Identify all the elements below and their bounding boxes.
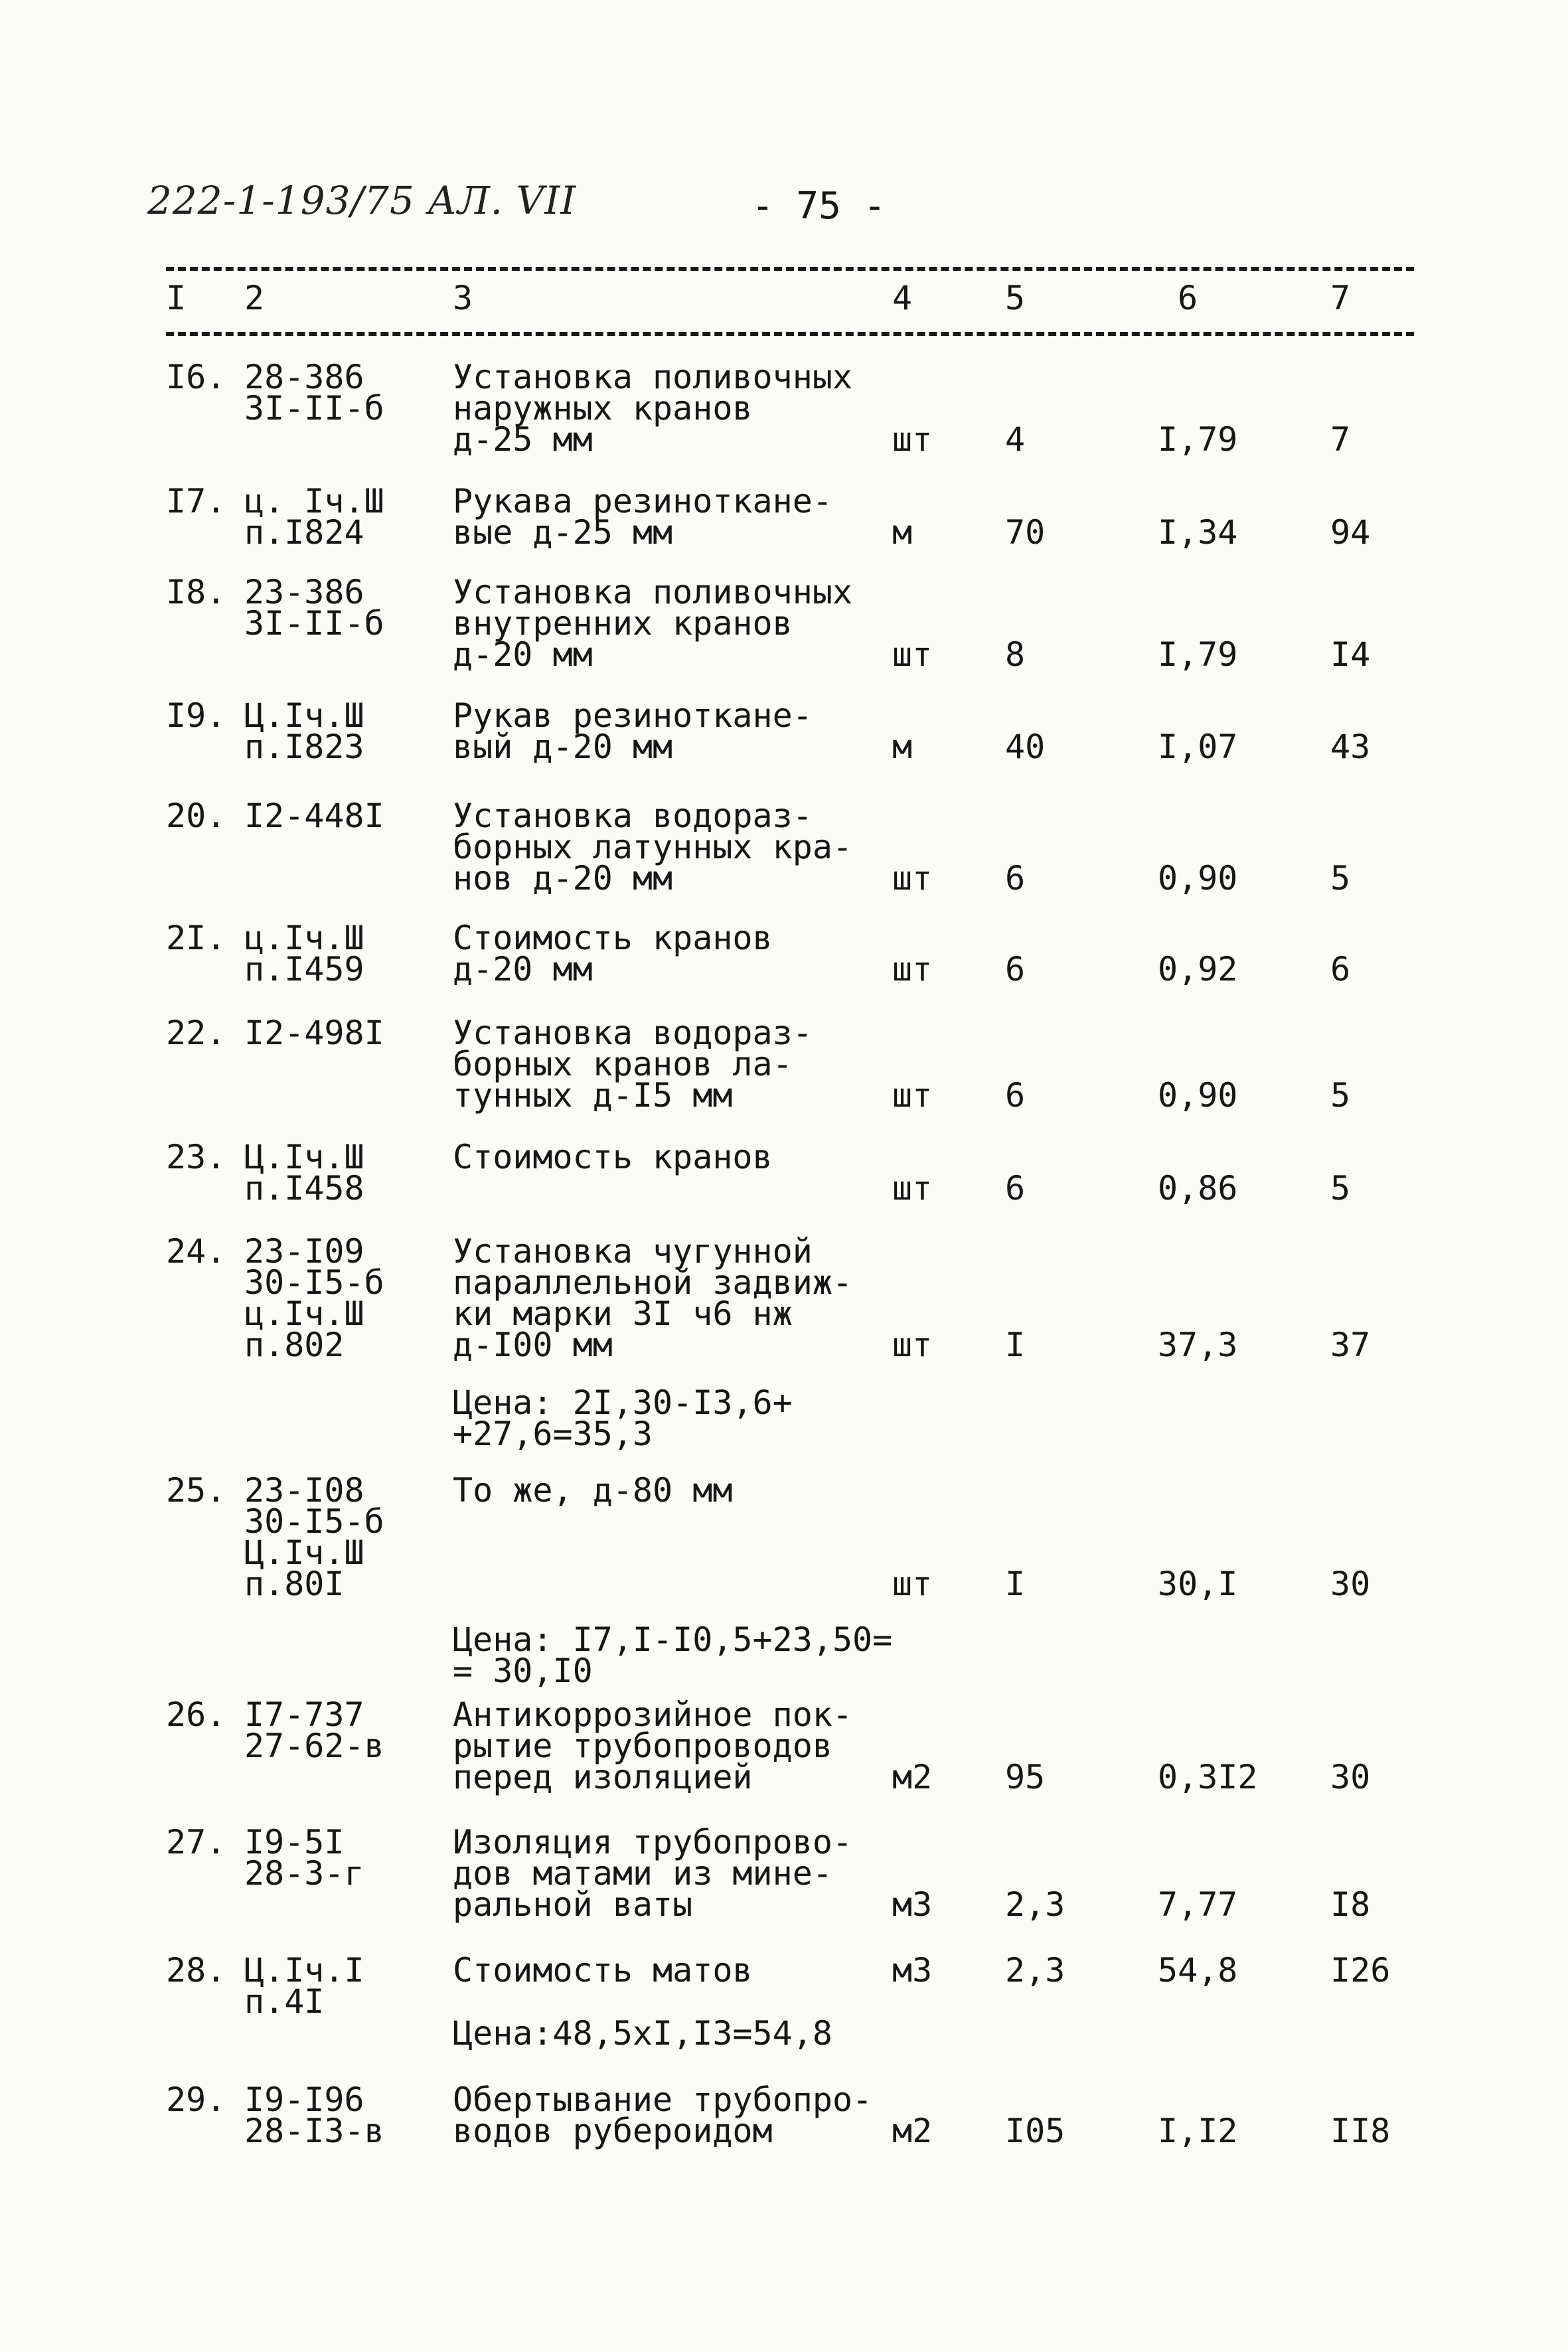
row-number: I6. — [166, 358, 226, 396]
price-note: Цена: I7,I-I0,5+23,50= = 30,I0 — [453, 1620, 893, 1690]
unit-price: I,07 — [1158, 728, 1238, 766]
quantity: 8 — [1005, 635, 1026, 674]
rate-code: I9-I96 28-I3-в — [244, 2080, 384, 2150]
unit-price: 0,90 — [1158, 1076, 1238, 1115]
work-description: Установка водораз- борных латунных кра- нов д-20 мм — [453, 797, 853, 898]
row-number: 22. — [166, 1014, 226, 1052]
row-number: I7. — [166, 482, 226, 520]
total-cost: 5 — [1330, 1169, 1351, 1208]
column-header: 4 — [892, 279, 913, 317]
total-cost: 5 — [1330, 1076, 1351, 1115]
unit-price: 0,86 — [1158, 1169, 1238, 1208]
work-description: Стоимость кранов д-20 мм — [453, 919, 773, 988]
rate-code: 23-386 3I-II-б — [244, 573, 384, 643]
work-description: Рукав резинотканe- вый д-20 мм — [453, 696, 813, 766]
work-description: Стоимость матов — [453, 1951, 753, 1990]
column-header: 2 — [244, 279, 265, 317]
unit-price: 0,90 — [1158, 859, 1238, 898]
total-cost: 7 — [1330, 420, 1351, 459]
column-header: 6 — [1178, 279, 1198, 317]
unit-of-measure: м — [892, 513, 913, 552]
rate-code: I2-448I — [244, 797, 384, 835]
total-cost: I26 — [1330, 1951, 1391, 1990]
quantity: 2,3 — [1005, 1885, 1065, 1924]
work-description: Установка поливочных наружных кранов д-25 мм — [453, 358, 853, 459]
unit-of-measure: шт — [892, 420, 933, 459]
unit-of-measure: шт — [892, 859, 933, 898]
work-description: Установка чугунной параллельной задвиж- ки марки 3I ч6 нж д-I00 мм — [453, 1232, 853, 1364]
unit-price: 7,77 — [1158, 1885, 1238, 1924]
unit-price: 0,92 — [1158, 950, 1238, 988]
unit-price: 30,I — [1158, 1565, 1238, 1603]
unit-price: 37,3 — [1158, 1326, 1238, 1364]
unit-of-measure: м2 — [892, 1758, 933, 1796]
rate-code: Ц.Iч.I п.4I — [244, 1951, 364, 2021]
quantity: 4 — [1005, 420, 1026, 459]
unit-of-measure: шт — [892, 1169, 933, 1208]
total-cost: I4 — [1330, 635, 1371, 674]
row-number: 27. — [166, 1823, 226, 1861]
unit-of-measure: м2 — [892, 2112, 933, 2150]
row-number: 25. — [166, 1471, 226, 1510]
rate-code: ц. Iч.Ш п.I824 — [244, 482, 384, 552]
total-cost: 43 — [1330, 728, 1371, 766]
rate-code: I2-498I — [244, 1014, 384, 1052]
row-number: 26. — [166, 1695, 226, 1734]
unit-price: I,79 — [1158, 420, 1238, 459]
quantity: 6 — [1005, 859, 1026, 898]
row-number: 2I. — [166, 919, 226, 957]
unit-of-measure: м3 — [892, 1885, 933, 1924]
row-number: 28. — [166, 1951, 226, 1990]
quantity: 6 — [1005, 1076, 1026, 1115]
quantity: 40 — [1005, 728, 1046, 766]
unit-of-measure: шт — [892, 1076, 933, 1115]
row-number: 20. — [166, 797, 226, 835]
rate-code: I9-5I 28-3-г — [244, 1823, 364, 1893]
rate-code: 23-I09 30-I5-б ц.Iч.Ш п.802 — [244, 1232, 384, 1364]
unit-price: I,79 — [1158, 635, 1238, 674]
work-description: Рукава резинотканe- вые д-25 мм — [453, 482, 832, 552]
row-number: 23. — [166, 1138, 226, 1176]
work-description: Установка водораз- борных кранов ла- тунных д-I5 мм — [453, 1014, 813, 1115]
column-header: 5 — [1005, 279, 1026, 317]
unit-of-measure: м3 — [892, 1951, 933, 1990]
column-header: 7 — [1330, 279, 1351, 317]
rate-code: 28-386 3I-II-б — [244, 358, 384, 428]
price-note: Цена: 2I,30-I3,6+ +27,6=35,3 — [453, 1383, 793, 1453]
total-cost: 94 — [1330, 513, 1371, 552]
price-note: Цена:48,5хI,I3=54,8 — [453, 2014, 832, 2053]
handwritten-reference: 222-1-193/75 АЛ. VII — [147, 178, 577, 223]
row-number: I8. — [166, 573, 226, 611]
unit-of-measure: шт — [892, 950, 933, 988]
work-description: Стоимость кранов — [453, 1138, 773, 1176]
column-header: I — [166, 279, 187, 317]
rate-code: I7-737 27-62-в — [244, 1695, 384, 1765]
unit-price: I,I2 — [1158, 2112, 1238, 2150]
unit-of-measure: м — [892, 728, 913, 766]
total-cost: 37 — [1330, 1326, 1371, 1364]
unit-price: 54,8 — [1158, 1951, 1238, 1990]
unit-of-measure: шт — [892, 635, 933, 674]
rate-code: ц.Iч.Ш п.I459 — [244, 919, 364, 988]
row-number: 29. — [166, 2080, 226, 2119]
row-number: 24. — [166, 1232, 226, 1271]
unit-of-measure: шт — [892, 1565, 933, 1603]
header-bottom-rule — [166, 332, 1414, 336]
unit-of-measure: шт — [892, 1326, 933, 1364]
row-number: I9. — [166, 696, 226, 735]
total-cost: 5 — [1330, 859, 1351, 898]
total-cost: I8 — [1330, 1885, 1371, 1924]
work-description: Установка поливочных внутренних кранов д-20 мм — [453, 573, 853, 674]
rate-code: Ц.Iч.Ш п.I823 — [244, 696, 364, 766]
total-cost: 30 — [1330, 1565, 1371, 1603]
work-description: Антикоррозийное пок- рытие трубопроводов перед изоляцией — [453, 1695, 853, 1796]
quantity: I — [1005, 1565, 1026, 1603]
quantity: 6 — [1005, 1169, 1026, 1208]
unit-price: I,34 — [1158, 513, 1238, 552]
rate-code: Ц.Iч.Ш п.I458 — [244, 1138, 364, 1208]
total-cost: 30 — [1330, 1758, 1371, 1796]
quantity: 6 — [1005, 950, 1026, 988]
work-description: То же, д-80 мм — [453, 1471, 733, 1510]
quantity: 70 — [1005, 513, 1046, 552]
quantity: 2,3 — [1005, 1951, 1065, 1990]
quantity: I05 — [1005, 2112, 1065, 2150]
column-header: 3 — [453, 279, 473, 317]
unit-price: 0,3I2 — [1158, 1758, 1258, 1796]
work-description: Изоляция трубопрово- дов матами из мине- ральной ваты — [453, 1823, 853, 1924]
quantity: I — [1005, 1326, 1026, 1364]
total-cost: II8 — [1330, 2112, 1391, 2150]
work-description: Обертывание трубопро- водов рубероидом — [453, 2080, 873, 2150]
page-number: - 75 - — [751, 185, 886, 228]
rate-code: 23-I08 30-I5-б Ц.Iч.Ш п.80I — [244, 1471, 384, 1603]
quantity: 95 — [1005, 1758, 1046, 1796]
total-cost: 6 — [1330, 950, 1351, 988]
header-top-rule — [166, 267, 1414, 271]
